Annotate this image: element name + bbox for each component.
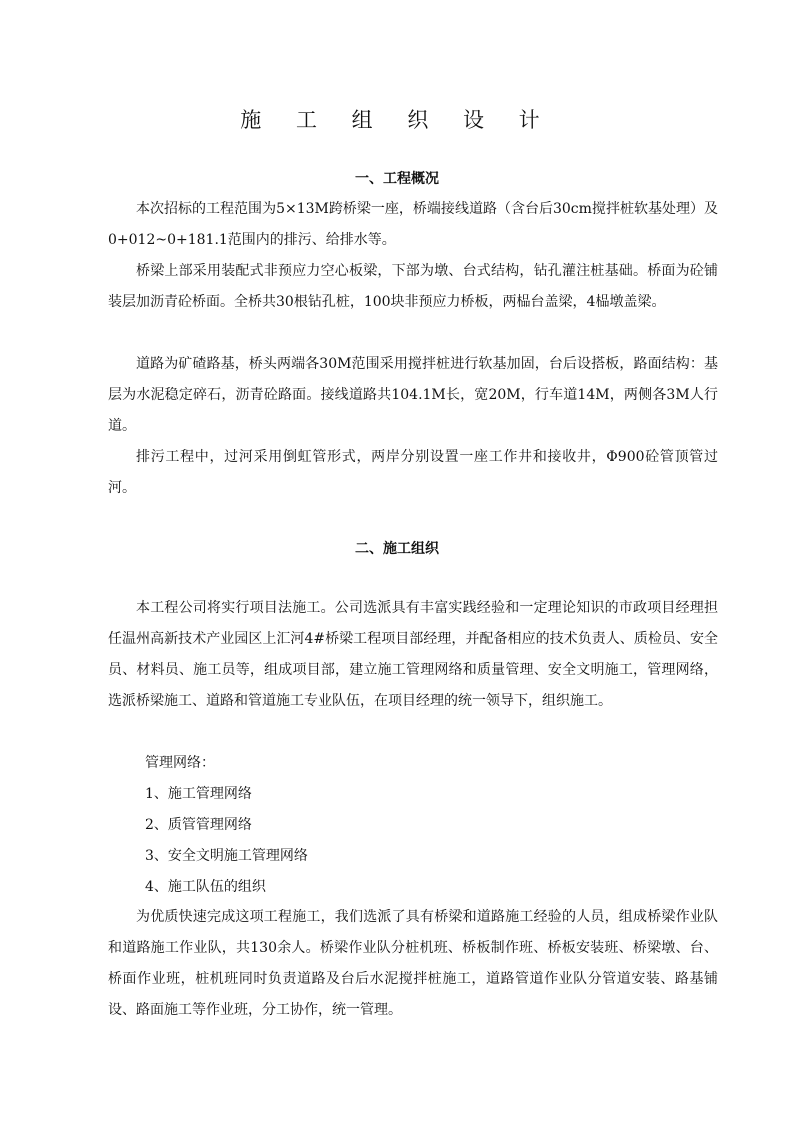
document-title: 施 工 组 织 设 计	[240, 108, 554, 132]
paragraph-teams: 为优质快速完成这项工程施工，我们选派了具有桥梁和道路施工经验的人员，组成桥梁作业队和道路施工作业队，共130余人。桥梁作业队分桩机班、桥板制作班、桥板安装班、桥梁墩、台、桥面作业班，桩机班同时负责道路及台后水泥搅拌桩施工，道路管道作业队分管道安装、路基铺设、路面施工等作业班，分工协作，统一管理。	[108, 909, 718, 1018]
network-label: 管理网络：	[145, 755, 215, 771]
paragraph-organization: 本工程公司将实行项目法施工。公司选派具有丰富实践经验和一定理论知识的市政项目经理担任温州高新技术产业园区上汇河4#桥梁工程项目部经理，并配备相应的技术负责人、质检员、安全员、材料员、施工员等，组成项目部，建立施工管理网络和质量管理、安全文明施工，管理网络，选派桥梁施工、道路和管道施工专业队伍，在项目经理的统一领导下，组织施工。	[108, 600, 718, 709]
paragraph-road: 道路为矿碴路基，桥头两端各30M范围采用搅拌桩进行软基加固，台后设搭板，路面结构：基层为水泥稳定碎石，沥青砼路面。接线道路共104.1M长，宽20M，行车道14M，两侧各3M人行道。	[108, 356, 718, 434]
paragraph-scope: 本次招标的工程范围为5×13M跨桥梁一座，桥端接线道路（含台后30cm搅拌桩软基处理）及0+012~0+181.1范围内的排污、给排水等。	[108, 201, 718, 248]
list-item: 4、施工队伍的组织	[145, 879, 266, 895]
list-item: 1、施工管理网络	[145, 786, 252, 802]
paragraph-sewage: 排污工程中，过河采用倒虹管形式，两岸分别设置一座工作井和接收井，Φ900砼管顶管过河。	[108, 449, 718, 496]
list-item: 3、安全文明施工管理网络	[145, 848, 308, 864]
list-item: 2、质管管理网络	[145, 817, 252, 833]
section-heading-overview: 一、工程概况	[355, 171, 439, 187]
paragraph-bridge: 桥梁上部采用装配式非预应力空心板梁，下部为墩、台式结构，钻孔灌注桩基础。桥面为砼铺装层加沥青砼桥面。全桥共30根钻孔桩，100块非预应力桥板，两榀台盖梁，4榀墩盖梁。	[108, 263, 718, 310]
section-heading-organization: 二、施工组织	[355, 541, 439, 557]
